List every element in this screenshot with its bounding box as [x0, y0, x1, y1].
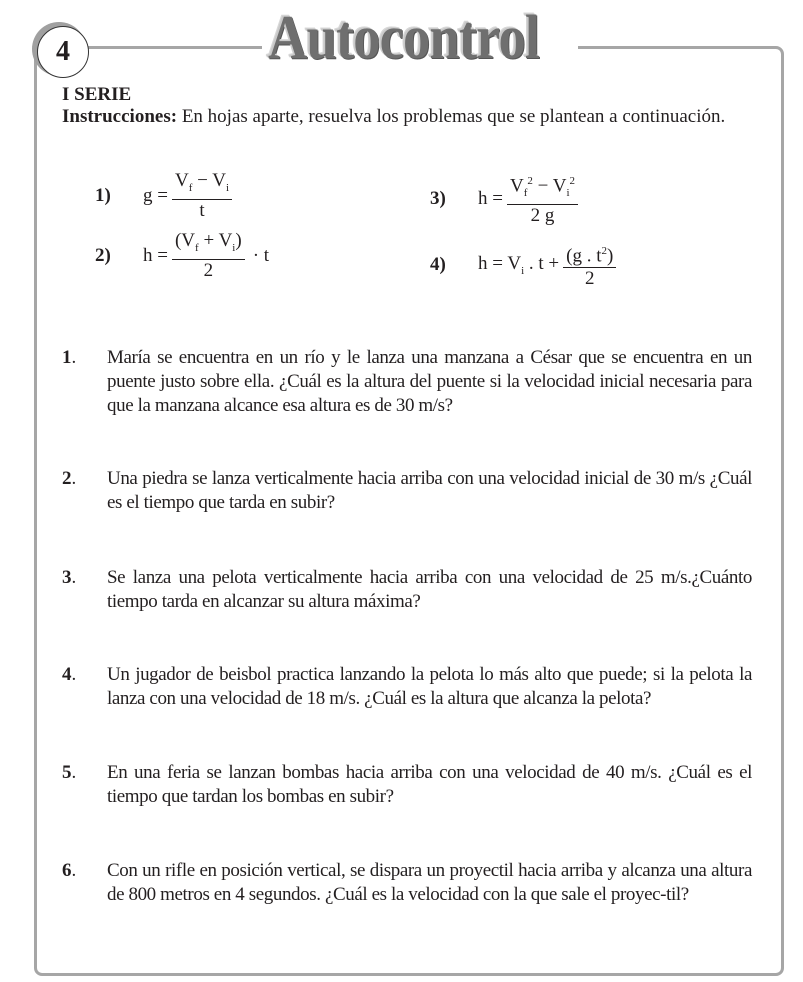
- problem-text: Un jugador de beisbol practica lanzando la pelota lo más alto que puede; si la pelota la lanza con una velocidad de 18 m/s. ¿Cuál es la altura que alcanza la pelota?: [107, 664, 752, 709]
- formula-lhs: $h = V_i$ . t +: [478, 253, 560, 278]
- problem-number: 2: [62, 468, 72, 489]
- formula-number: 1): [95, 184, 111, 206]
- formula-2: [95, 230, 269, 282]
- unit-number-badge: [37, 26, 89, 78]
- problem-number: 4: [62, 664, 72, 685]
- numerator: $V_f^2 - V_i^2$: [507, 170, 578, 205]
- formula-lhs: h =: [143, 244, 168, 266]
- denominator: 2: [585, 268, 595, 290]
- formula-3: [430, 170, 582, 227]
- fraction: [507, 170, 578, 227]
- fraction: [172, 170, 232, 222]
- problem-item: 3. Se lanza una pelota verticalmente hacia arriba con una velocidad de 25 m/s.¿Cuánto tiempo tarda en alcanzar su altura máxima?: [62, 567, 752, 612]
- problem-item: 5. En una feria se lanzan bombas hacia arriba con una velocidad de 40 m/s. ¿Cuál es el tiempo que tardan los bombas en subir?: [62, 762, 752, 807]
- problem-item: 2. Una piedra se lanza verticalmente hacia arriba con una velocidad inicial de 30 m/s ¿Cuál es el tiempo que tarda en subir?: [62, 468, 752, 513]
- numerator: $(V_f + V_i)$: [172, 230, 245, 260]
- fraction: [563, 240, 616, 290]
- section-label: I SERIE: [62, 84, 132, 105]
- unit-number: 4: [56, 36, 70, 67]
- formula-lhs: h =: [478, 187, 503, 209]
- problem-text: Una piedra se lanza verticalmente hacia arriba con una velocidad inicial de 30 m/s ¿Cuál es el tiempo que tarda en subir?: [107, 468, 752, 513]
- denominator: 2 g: [530, 205, 555, 227]
- denominator: t: [199, 199, 205, 221]
- problem-number: 3: [62, 567, 72, 588]
- numerator: (g . $t^2$): [563, 240, 616, 268]
- problem-text: Con un rifle en posición vertical, se dispara un proyectil hacia arriba y alcanza una altura de 800 metros en 4 segundos. ¿Cuál es la velocidad con la que sale el proyec-til?: [107, 860, 752, 905]
- fraction: [172, 230, 245, 282]
- problem-item: 1. María se encuentra en un río y le lanza una manzana a César que se encuentra en un puente justo sobre ella. ¿Cuál es la altura del puente si la velocidad inicial necesaria para que la manzana alcance esa altura es de 30 m/s?: [62, 347, 752, 416]
- denominator: 2: [203, 259, 214, 281]
- problem-number: 5: [62, 762, 72, 783]
- formula-number: 2): [95, 244, 111, 266]
- formula-4: [430, 240, 620, 290]
- instructions: [62, 106, 725, 128]
- formula-number: 3): [430, 187, 446, 209]
- problem-text: María se encuentra en un río y le lanza una manzana a César que se encuentra en un puente justo sobre ella. ¿Cuál es la altura del puente si la velocidad inicial necesaria para que la manzana alcance esa altura es de 30 m/s?: [107, 347, 752, 416]
- formula-lhs: g =: [143, 184, 168, 206]
- problem-item: 6. Con un rifle en posición vertical, se dispara un proyectil hacia arriba y alcanza una altura de 800 metros en 4 segundos. ¿Cuál es la velocidad con la que sale el proyec-til?: [62, 860, 752, 905]
- problem-number: 6: [62, 860, 72, 881]
- problem-text: Se lanza una pelota verticalmente hacia arriba con una velocidad de 25 m/s.¿Cuánto tiempo tarda en alcanzar su altura máxima?: [107, 567, 752, 612]
- problem-number: 1: [62, 347, 72, 368]
- formula-suffix: · t: [252, 244, 270, 266]
- numerator: $V_f - V_i$: [172, 170, 232, 200]
- instructions-label: Instrucciones:: [62, 106, 178, 127]
- formula-1: [95, 170, 236, 222]
- page-title: Autocontrol: [268, 4, 540, 72]
- problem-text: En una feria se lanzan bombas hacia arriba con una velocidad de 40 m/s. ¿Cuál es el tiempo que tardan los bombas en subir?: [107, 762, 752, 807]
- problem-item: 4. Un jugador de beisbol practica lanzando la pelota lo más alto que puede; si la pelota la lanza con una velocidad de 18 m/s. ¿Cuál es la altura que alcanza la pelota?: [62, 664, 752, 709]
- formula-number: 4): [430, 254, 446, 276]
- instructions-text: En hojas aparte, resuelva los problemas que se plantean a continuación.: [177, 106, 726, 127]
